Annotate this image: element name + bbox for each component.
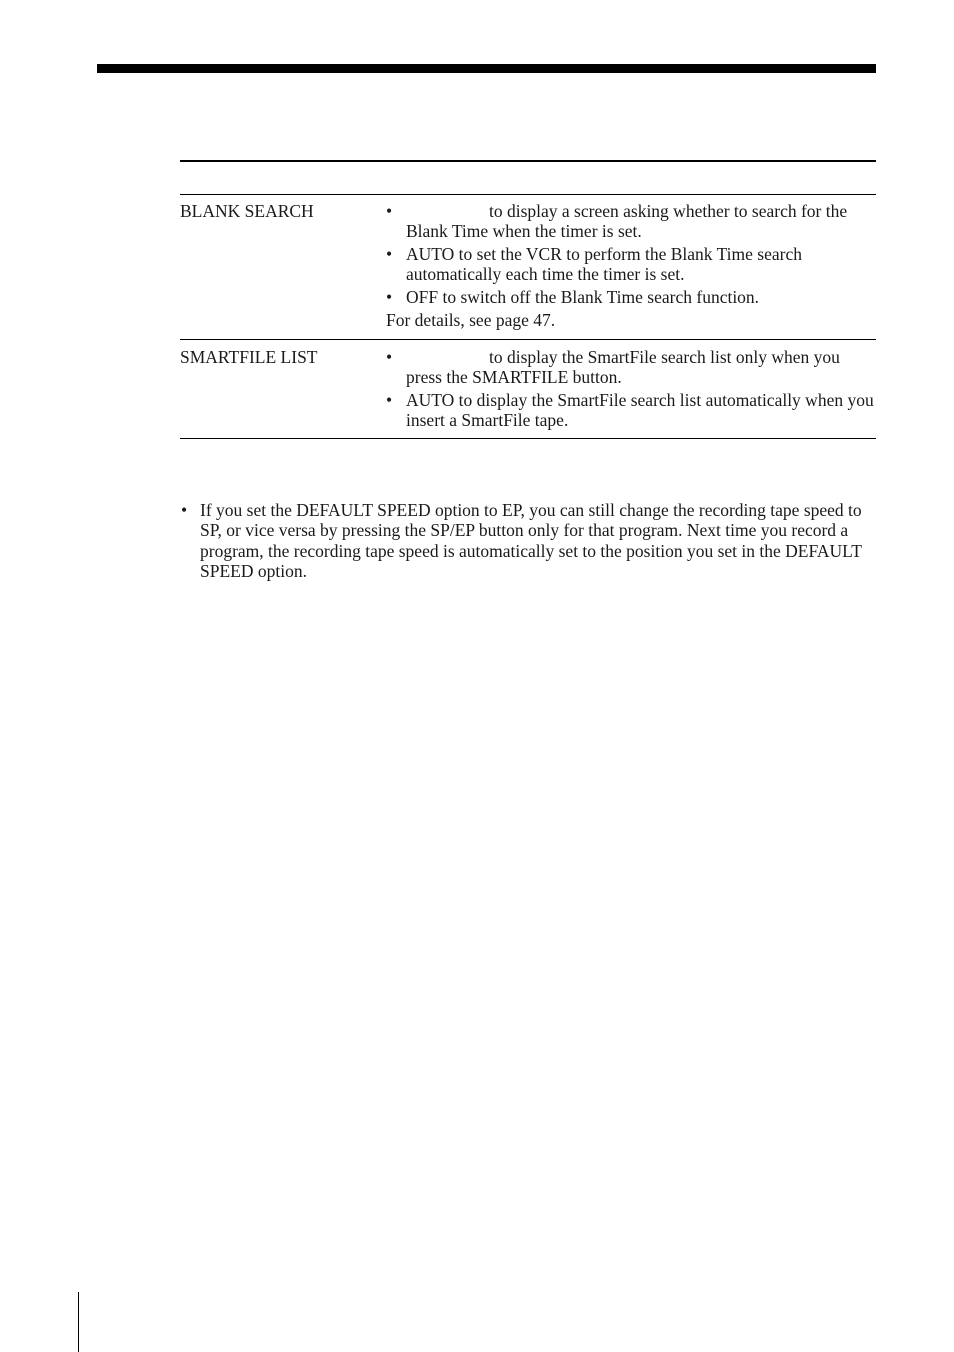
bullet: • [386,390,393,410]
option-item [386,390,876,430]
row-note: For details, see page 47. [386,310,556,330]
option-item [386,347,876,387]
notes-section [180,500,880,581]
option-text: AUTO to set the VCR to perform the Blank Time search automatically each time the timer is set. [406,244,802,284]
table-bottom-rule [180,438,876,439]
option-item [386,201,876,241]
bullet: • [181,500,188,520]
setting-name: SMARTFILE LIST [180,347,318,367]
note-item [180,500,880,581]
option-item [386,287,876,307]
option-text: AUTO to display the SmartFile search list automatically when you insert a SmartFile tape. [406,390,874,430]
table-row-divider [180,339,876,340]
table-header-rule [180,194,876,195]
setting-name: BLANK SEARCH [180,201,314,221]
setting-options [386,347,876,433]
header-bar [97,64,876,73]
page-margin-line [78,1292,79,1352]
option-text: OFF to switch off the Blank Time search function. [406,287,760,307]
bullet: • [386,244,393,264]
bullet: • [386,347,393,367]
option-item [386,244,876,284]
note-text: If you set the DEFAULT SPEED option to EP, you can still change the recording tape speed to SP, or vice versa by pressing the SP/EP button only for that program. Next time you record a program, the recording tape speed is automatically set to the position you set in the DEFAULT SPEED option. [200,500,862,581]
bullet: • [386,201,393,221]
setting-options [386,201,876,330]
option-text: to display the SmartFile search list only when you press the SMARTFILE button. [406,347,840,387]
bullet: • [386,287,393,307]
table-top-rule [180,160,876,162]
option-text: to display a screen asking whether to search for the Blank Time when the timer is set. [406,201,848,241]
